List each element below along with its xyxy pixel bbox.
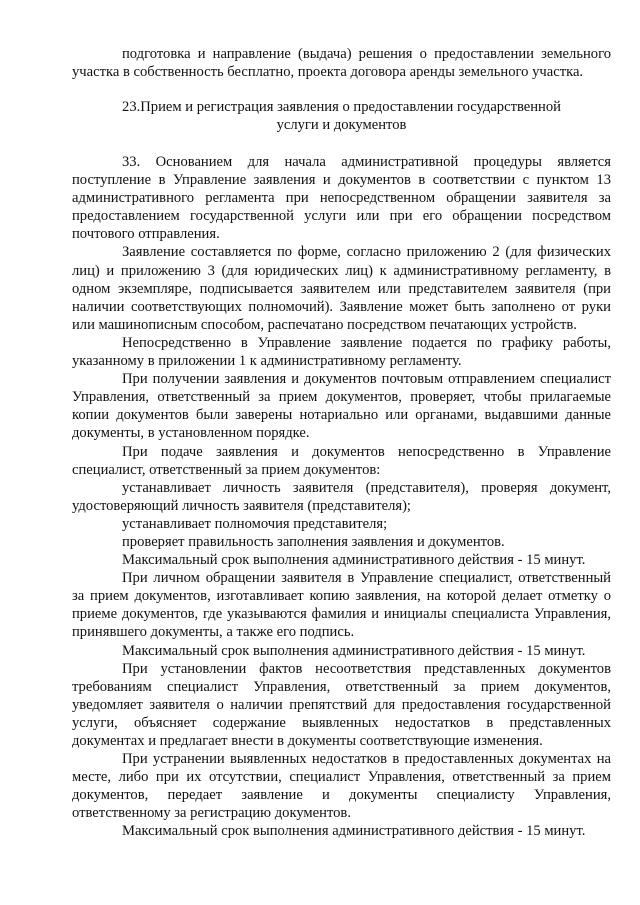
section-heading-line-1: 23.Прием и регистрация заявления о предоставлении государственной <box>122 99 561 115</box>
paragraph: устанавливает личность заявителя (представителя), проверяя документ, удостоверяющий личность заявителя (представителя); <box>72 479 611 514</box>
paragraph: устанавливает полномочия представителя; <box>122 515 388 532</box>
paragraph: Максимальный срок выполнения административного действия - 15 минут. <box>122 823 586 840</box>
paragraph: Максимальный срок выполнения административного действия - 15 минут. <box>122 552 586 569</box>
paragraph: проверяет правильность заполнения заявления и документов. <box>122 533 505 550</box>
paragraph: При получении заявления и документов почтовым отправлением специалист Управления, ответственный за прием документов, проверяет, чтобы прилагаемые копии документов были заверены нотариально или органами, выдавшими данные документы, в установленном порядке. <box>72 371 611 442</box>
paragraph: Заявление составляется по форме, согласно приложению 2 (для физических лиц) и приложению 3 (для юридических лиц) к административному регламенту, в одном экземпляре, подписывается заявителем или представителем заявителя (при наличии соответствующих полномочий). Заявление может быть заполнено от руки или машинописным способом, распечатано посредством печатающих устройств. <box>72 244 611 333</box>
paragraph: При личном обращении заявителя в Управление специалист, ответственный за прием документов, изготавливает копию заявления, на которой делает отметку о приеме документов, где указываются фамилия и инициалы специалиста Управления, принявшего документы, а также его подпись. <box>72 570 611 641</box>
paragraph: При подаче заявления и документов непосредственно в Управление специалист, ответственный за прием документов: <box>72 443 611 478</box>
top-paragraph: подготовка и направление (выдача) решения о предоставлении земельного участка в собственность бесплатно, проекта договора аренды земельного участка. <box>72 46 611 81</box>
paragraph: Непосредственно в Управление заявление подается по графику работы, указанному в приложении 1 к административному регламенту. <box>72 334 611 370</box>
paragraph: При устранении выявленных недостатков в предоставленных документах на месте, либо при их отсутствии, специалист Управления, ответственный за прием документов, передает заявление и документы специалисту Управления, ответственному за регистрацию документов. <box>72 751 611 822</box>
paragraph: 33. Основанием для начала административной процедуры является поступление в Управление заявления и документов в соответствии с пунктом 13 административного регламента при непосредственном обращении заявителя за предоставлением государственной услуги или при его обращении посредством почтового отправления. <box>72 154 611 243</box>
body-text <box>72 153 611 841</box>
top-paragraph-block <box>72 45 611 81</box>
section-heading-line-2: услуги и документов <box>276 117 407 134</box>
section-heading <box>72 98 611 134</box>
paragraph: Максимальный срок выполнения административного действия - 15 минут. <box>122 642 586 659</box>
paragraph: При установлении фактов несоответствия представленных документов требованиям специалист Управления, ответственный за прием документов, уведомляет заявителя о наличии препятствий для предоставления государственной услуги, объясняет содержание выявленных недостатков в представленных документах и предлагает внести в документы соответствующие изменения. <box>72 660 611 749</box>
